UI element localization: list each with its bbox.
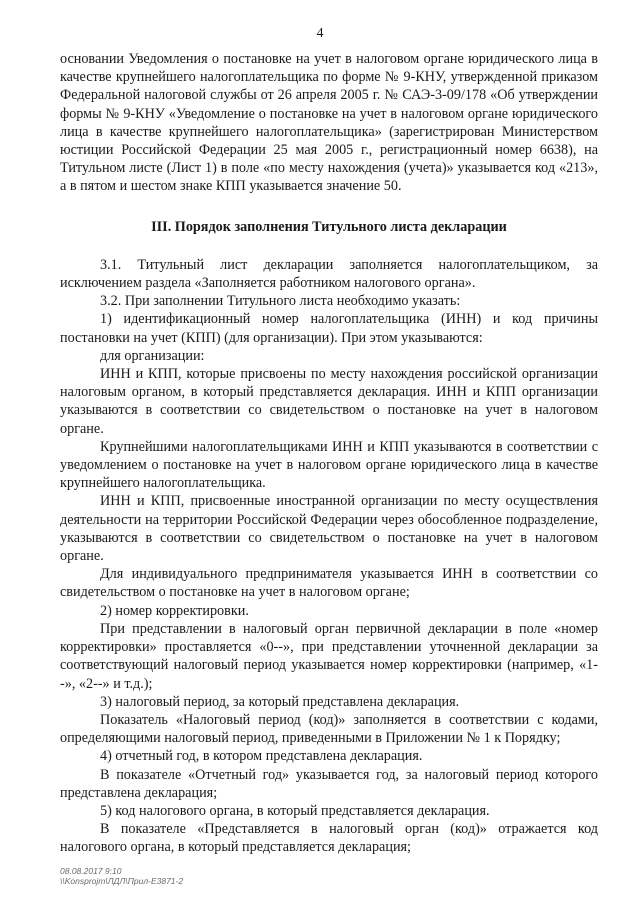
paragraph: Для индивидуального предпринимателя указывается ИНН в соответствии со свидетельством о постановке на учет в налоговом органе; — [60, 566, 598, 601]
paragraph: В показателе «Отчетный год» указывается год, за налоговый период которого представлена декларация; — [60, 766, 598, 801]
document-body — [60, 50, 598, 857]
paragraph: для организации: — [100, 347, 205, 364]
footer-timestamp: 08.08.2017 9:10 — [60, 866, 122, 876]
paragraph: 4) отчетный год, в котором представлена декларация. — [100, 748, 423, 765]
paragraph: 3) налоговый период, за который представлена декларация. — [100, 693, 460, 710]
paragraph: Показатель «Налоговый период (код)» заполняется в соответствии с кодами, определяющими налоговый период, приведенными в Приложении № 1 к Порядку; — [60, 711, 598, 747]
section-heading: III. Порядок заполнения Титульного листа декларации — [151, 218, 507, 235]
paragraph: 5) код налогового органа, в который представляется декларация. — [100, 802, 490, 819]
paragraph: 3.1. Титульный лист декларации заполняется налогоплательщиком, за исключением раздела «Заполняется работником налогового органа». — [60, 256, 598, 292]
paragraph: При представлении в налоговый орган первичной декларации в поле «номер корректировки» проставляется «0--», при представлении уточненной декларации за соответствующий налоговый период указывается номер корректировки (например, «1--», «2--» и т.д.); — [60, 620, 598, 692]
paragraph: ИНН и КПП, которые присвоены по месту нахождения российской организации налоговым органом, в который представляется декларация. ИНН и КПП организации указываются в соответствии со свидетельством о постановке на учет в налоговом органе. — [60, 366, 598, 437]
footer-stamp — [60, 866, 183, 886]
paragraph: В показателе «Представляется в налоговый орган (код)» отражается код налогового органа, в который представляется декларация; — [60, 821, 598, 856]
footer-file-path: \\Konsprojm\ЛДЛ\Прил-Е3871-2 — [60, 876, 184, 886]
paragraph: ИНН и КПП, присвоенные иностранной организации по месту осуществления деятельности на территории Российской Федерации через обособленное подразделение, указываются в соответствии со свидетельством о постановке на учет в налоговом органе. — [60, 493, 598, 565]
paragraph: 2) номер корректировки. — [100, 602, 249, 619]
paragraph: основании Уведомления о постановке на учет в налоговом органе юридического лица в качестве крупнейшего налогоплательщика по форме № 9-КНУ, утвержденной приказом Федеральной налоговой службы от 26 апреля 2005 г. № САЭ-3-09/178 «Об утверждении формы № 9-КНУ «Уведомление о постановке на учет в налоговом органе юридического лица в качестве крупнейшего налогоплательщика» (зарегистрирован Министерством юстиции Российской Федерации 25 мая 2005 г., регистрационный номер 6638), на Титульном листе (Лист 1) в поле «по месту нахождения (учета)» указывается код «213», а в пятом и шестом знаке КПП указывается значение 50. — [60, 51, 598, 195]
paragraph: Крупнейшими налогоплательщиками ИНН и КПП указываются в соответствии с уведомлением о постановке на учет в налоговом органе юридического лица в качестве крупнейшего налогоплательщика. — [60, 438, 598, 492]
paragraph: 1) идентификационный номер налогоплательщика (ИНН) и код причины постановки на учет (КПП) (для организации). При этом указываются: — [60, 311, 598, 346]
paragraph: 3.2. При заполнении Титульного листа необходимо указать: — [100, 293, 461, 310]
page-number: 4 — [316, 26, 324, 41]
